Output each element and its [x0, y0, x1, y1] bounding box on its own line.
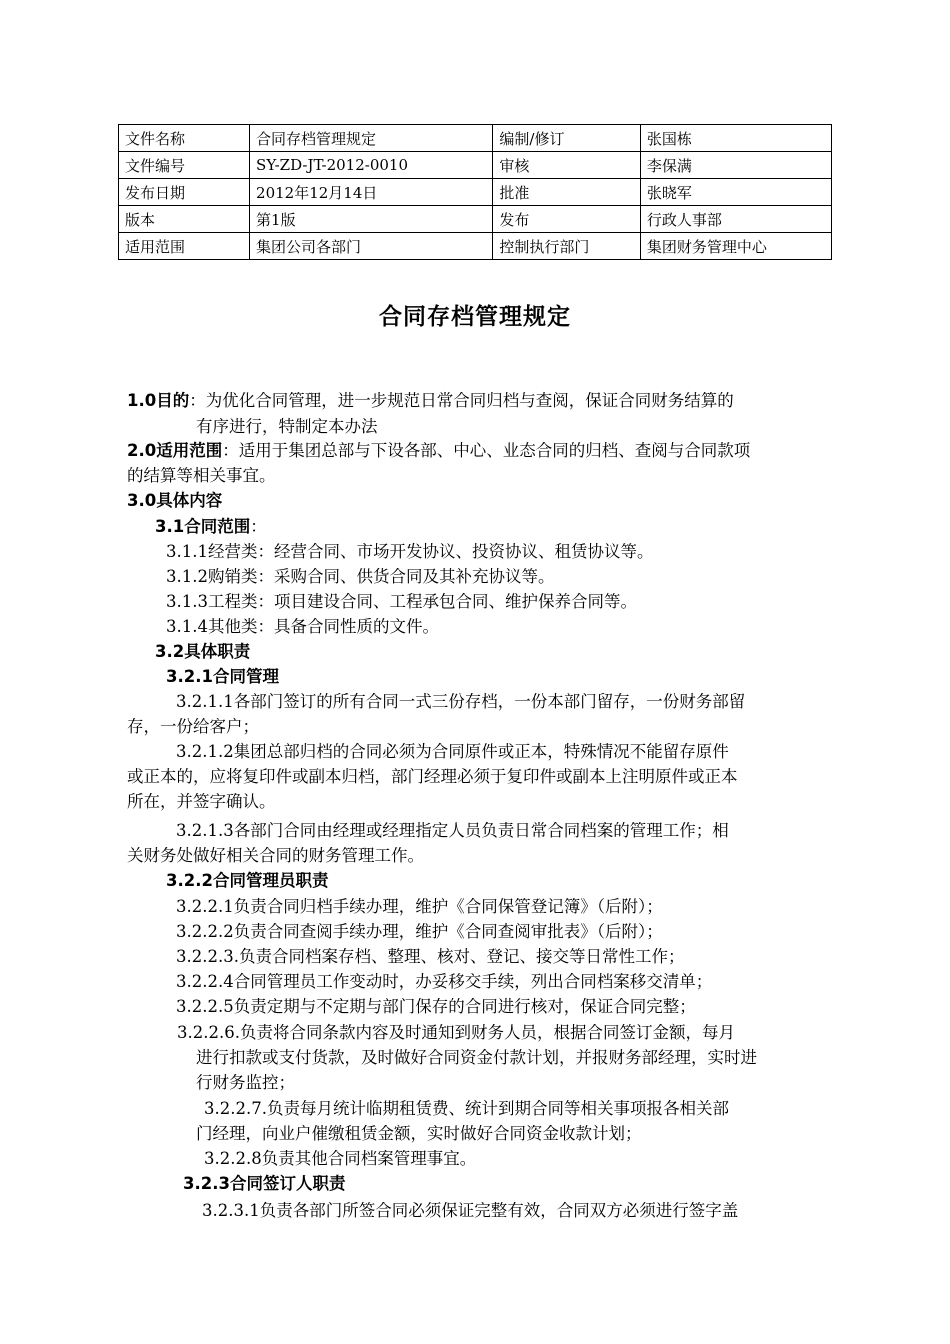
body-line: [127, 488, 222, 514]
body-text: 3.2.1.2集团总部归档的合同必须为合同原件或正本，特殊情况不能留存原件: [176, 742, 729, 761]
body-text: 3.2.2.5负责定期与不定期与部门保存的合同进行核对，保证合同完整；: [176, 997, 696, 1016]
info-value-cell: 张晓军: [640, 179, 831, 206]
body-line: [127, 438, 750, 464]
body-text: 或正本的，应将复印件或副本归档，部门经理必须于复印件或副本上注明原件或正本: [127, 767, 738, 786]
body-text: 3.2.1.3各部门合同由经理或经理指定人员负责日常合同档案的管理工作；相: [176, 821, 729, 840]
info-row: [119, 233, 832, 260]
body-line: [166, 664, 279, 690]
body-text: 行财务监控；: [196, 1073, 295, 1092]
body-line: [166, 614, 439, 640]
info-row: [119, 152, 832, 179]
info-row: [119, 125, 832, 152]
body-text: 3.2.2.4合同管理员工作变动时，办妥移交手续，列出合同档案移交清单；: [176, 972, 713, 991]
body-text: 3.2.2.6.负责将合同条款内容及时通知到财务人员，根据合同签订金额，每月: [177, 1023, 735, 1042]
info-label-cell: 版本: [119, 206, 250, 233]
info-label-cell: 适用范围: [119, 233, 250, 260]
body-line: [196, 1121, 642, 1147]
body-line: [127, 463, 276, 489]
body-line: [127, 714, 259, 740]
section-heading: 3.2.1合同管理: [166, 667, 279, 686]
info-value-cell: 李保满: [640, 152, 831, 179]
body-line: [176, 689, 745, 715]
body-line: [176, 944, 684, 970]
body-line: [196, 1070, 295, 1096]
section-heading: 3.1合同范围: [155, 517, 251, 536]
section-heading: 2.0适用范围: [127, 441, 223, 460]
info-label-cell: 发布日期: [119, 179, 250, 206]
info-label-cell: 编制/修订: [493, 125, 641, 152]
body-line: [155, 639, 250, 665]
body-line: [155, 514, 267, 540]
body-line: [183, 1171, 345, 1197]
info-label-cell: 文件名称: [119, 125, 250, 152]
body-text: ：适用于集团总部与下设各部、中心、业态合同的归档、查阅与合同款项: [222, 441, 751, 460]
info-value-cell: 集团公司各部门: [250, 233, 493, 260]
info-value-cell: 2012年12月14日: [250, 179, 493, 206]
info-value-cell: 张国栋: [640, 125, 831, 152]
body-line: [176, 969, 712, 995]
body-text: 关财务处做好相关合同的财务管理工作。: [127, 846, 424, 865]
body-line: [196, 1045, 757, 1071]
body-line: [176, 994, 696, 1020]
section-heading: 3.2.2合同管理员职责: [166, 871, 329, 890]
body-line: [127, 843, 424, 869]
body-line: [176, 739, 729, 765]
body-line: [166, 589, 637, 615]
body-line: [204, 1096, 729, 1122]
info-label-cell: 控制执行部门: [493, 233, 641, 260]
body-text: 的结算等相关事宜。: [127, 466, 276, 485]
document-info-table: [118, 124, 832, 260]
section-heading: 1.0目的: [127, 391, 190, 410]
body-text: 3.2.2.8负责其他合同档案管理事宜。: [204, 1149, 477, 1168]
info-label-cell: 发布: [493, 206, 641, 233]
section-heading: 3.0具体内容: [127, 491, 223, 510]
body-text: 3.2.3.1负责各部门所签合同必须保证完整有效，合同双方必须进行签字盖: [202, 1201, 739, 1220]
body-line: [166, 868, 328, 894]
info-label-cell: 批准: [493, 179, 641, 206]
info-row: [119, 179, 832, 206]
body-line: [127, 764, 738, 790]
body-line: [196, 414, 378, 440]
document-title: 合同存档管理规定: [379, 304, 571, 330]
info-value-cell: 合同存档管理规定: [250, 125, 493, 152]
info-value-cell: 行政人事部: [640, 206, 831, 233]
body-text: 进行扣款或支付货款，及时做好合同资金付款计划，并报财务部经理，实时进: [196, 1048, 757, 1067]
body-text: ：为优化合同管理，进一步规范日常合同归档与查阅，保证合同财务结算的: [189, 391, 734, 410]
body-text: 3.1.2购销类：采购合同、供货合同及其补充协议等。: [166, 567, 555, 586]
body-text: 3.2.2.7.负责每月统计临期租赁费、统计到期合同等相关事项报各相关部: [204, 1099, 729, 1118]
body-line: [202, 1198, 738, 1224]
info-label-cell: 文件编号: [119, 152, 250, 179]
body-text: 有序进行，特制定本办法: [196, 417, 378, 436]
body-text: 3.1.1经营类：经营合同、市场开发协议、投资协议、租赁协议等。: [166, 542, 654, 561]
section-heading: 3.2具体职责: [155, 642, 251, 661]
info-value-cell: SY-ZD-JT-2012-0010: [250, 152, 493, 179]
section-heading: 3.2.3合同签订人职责: [183, 1174, 346, 1193]
body-text: 所在，并签字确认。: [127, 792, 276, 811]
body-text: 3.2.1.1各部门签订的所有合同一式三份存档，一份本部门留存，一份财务部留: [176, 692, 746, 711]
body-line: [166, 539, 653, 565]
body-line: [127, 388, 734, 414]
body-text: 3.2.2.3.负责合同档案存档、整理、核对、登记、接交等日常性工作；: [176, 947, 685, 966]
body-line: [176, 818, 729, 844]
body-line: [204, 1146, 476, 1172]
body-text: 3.2.2.2负责合同查阅手续办理，维护《合同查阅审批表》（后附）；: [176, 922, 663, 941]
body-line: [176, 919, 663, 945]
body-line: [176, 894, 663, 920]
body-text: 3.1.4其他类：具备合同性质的文件。: [166, 617, 439, 636]
info-label-cell: 审核: [493, 152, 641, 179]
body-line: [166, 564, 554, 590]
body-line: [127, 789, 276, 815]
info-value-cell: 第1版: [250, 206, 493, 233]
info-value-cell: 集团财务管理中心: [640, 233, 831, 260]
body-text: 存，一份给客户；: [127, 717, 259, 736]
body-text: ：: [250, 517, 267, 536]
info-row: [119, 206, 832, 233]
body-text: 门经理，向业户催缴租赁金额，实时做好合同资金收款计划；: [196, 1124, 642, 1143]
body-text: 3.1.3工程类：项目建设合同、工程承包合同、维护保养合同等。: [166, 592, 637, 611]
body-text: 3.2.2.1负责合同归档手续办理，维护《合同保管登记簿》（后附）；: [176, 897, 663, 916]
body-line: [177, 1020, 735, 1046]
